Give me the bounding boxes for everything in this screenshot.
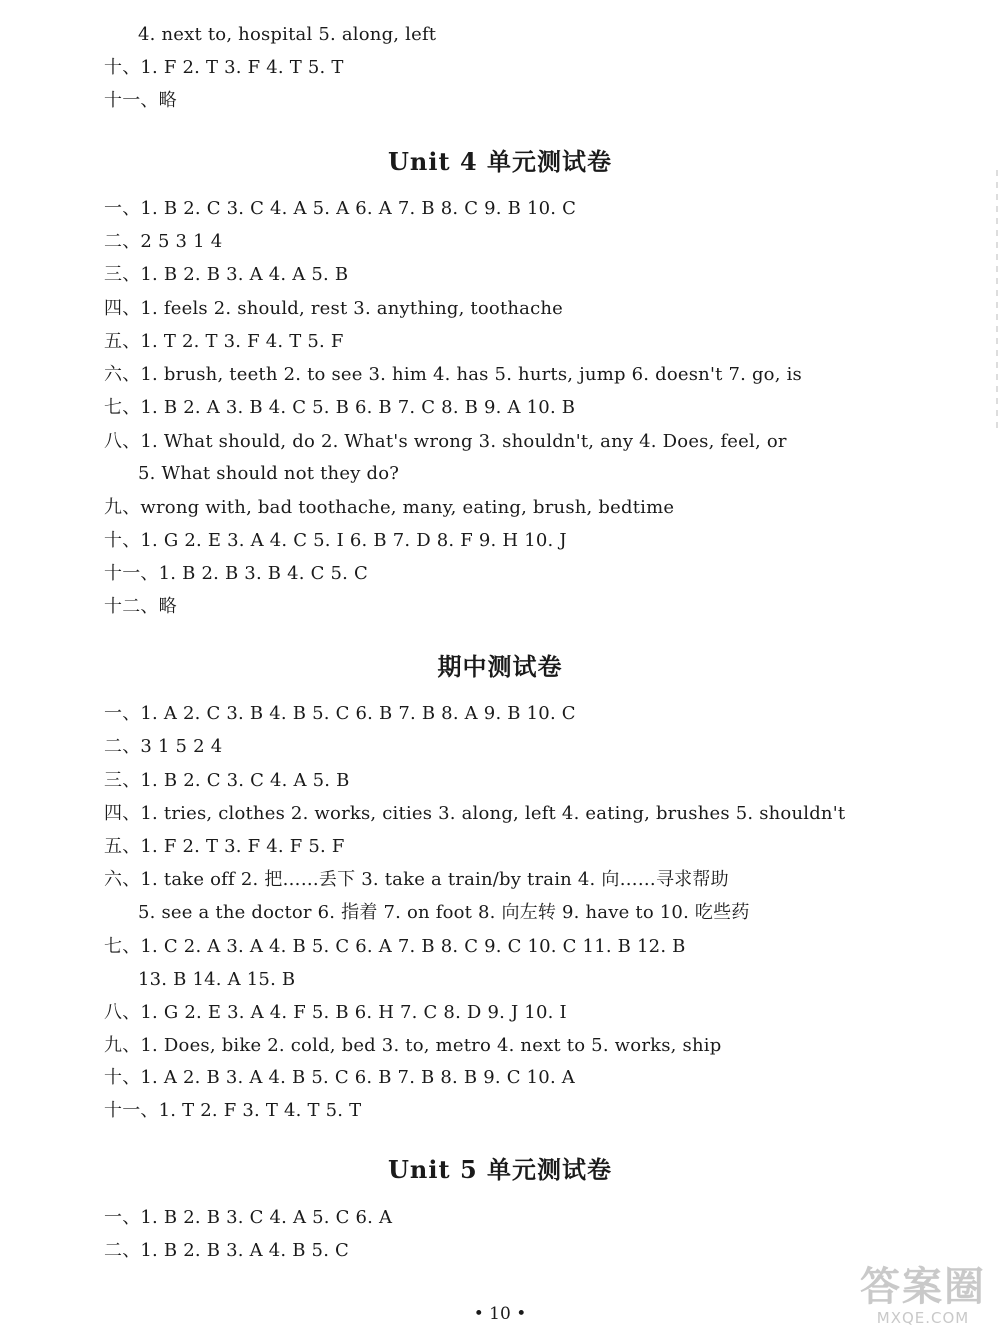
answer-line: 5. What should not they do?: [138, 463, 400, 484]
answer-line: 十、1. F 2. T 3. F 4. T 5. T: [104, 57, 344, 78]
answer-line: 十一、略: [104, 90, 177, 111]
answer-line: 一、1. B 2. B 3. C 4. A 5. C 6. A: [104, 1207, 393, 1228]
answer-line: 五、1. F 2. T 3. F 4. F 5. F: [104, 836, 345, 857]
answer-line: 一、1. A 2. C 3. B 4. B 5. C 6. B 7. B 8. A 9. B 10. C: [104, 703, 576, 724]
answer-line: 五、1. T 2. T 3. F 4. T 5. F: [104, 331, 344, 352]
answer-line: 十、1. G 2. E 3. A 4. C 5. I 6. B 7. D 8. F 9. H 10. J: [104, 530, 567, 551]
answer-line: 13. B 14. A 15. B: [138, 969, 296, 990]
answer-line: 九、wrong with, bad toothache, many, eating, brush, bedtime: [104, 497, 675, 518]
answer-line: 三、1. B 2. C 3. C 4. A 5. B: [104, 770, 350, 791]
answer-line: 四、1. tries, clothes 2. works, cities 3. along, left 4. eating, brushes 5. shouldn't: [104, 803, 846, 824]
watermark-text-top: 答案圈: [860, 1264, 986, 1310]
answer-line: 二、2 5 3 1 4: [104, 231, 223, 252]
answer-line: 十二、略: [104, 596, 177, 617]
answer-line: 四、1. feels 2. should, rest 3. anything, toothache: [104, 298, 564, 319]
answer-line: 八、1. G 2. E 3. A 4. F 5. B 6. H 7. C 8. D 9. J 10. I: [104, 1002, 567, 1023]
answer-line: 九、1. Does, bike 2. cold, bed 3. to, metro 4. next to 5. works, ship: [104, 1035, 722, 1056]
answer-line: 六、1. take off 2. 把……丢下 3. take a train/by train 4. 向……寻求帮助: [104, 869, 729, 890]
answer-line: 十一、1. T 2. F 3. T 4. T 5. T: [104, 1100, 362, 1121]
scan-edge: [996, 170, 998, 430]
answer-line: 八、1. What should, do 2. What's wrong 3. shouldn't, any 4. Does, feel, or: [104, 431, 787, 452]
section-heading-unit4: Unit 4 单元测试卷: [388, 147, 612, 176]
answer-line: 一、1. B 2. C 3. C 4. A 5. A 6. A 7. B 8. C 9. B 10. C: [104, 198, 577, 219]
answer-line: 三、1. B 2. B 3. A 4. A 5. B: [104, 264, 349, 285]
answer-line: 二、3 1 5 2 4: [104, 736, 223, 757]
answer-line: 5. see a the doctor 6. 指着 7. on foot 8. 向左转 9. have to 10. 吃些药: [138, 902, 750, 923]
watermark-text-bottom: MXQE.COM: [876, 1309, 970, 1327]
answer-line: 4. next to, hospital 5. along, left: [138, 24, 437, 45]
section-heading-unit5: Unit 5 单元测试卷: [388, 1155, 612, 1184]
section-heading-midterm: 期中测试卷: [437, 652, 563, 681]
answer-line: 十、1. A 2. B 3. A 4. B 5. C 6. B 7. B 8. B 9. C 10. A: [104, 1067, 575, 1088]
answer-line: 十一、1. B 2. B 3. B 4. C 5. C: [104, 563, 368, 584]
answer-line: 七、1. C 2. A 3. A 4. B 5. C 6. A 7. B 8. C 9. C 10. C 11. B 12. B: [104, 936, 686, 957]
page-number: • 10 •: [473, 1304, 527, 1324]
answer-line: 六、1. brush, teeth 2. to see 3. him 4. has 5. hurts, jump 6. doesn't 7. go, is: [104, 364, 802, 385]
answer-line: 二、1. B 2. B 3. A 4. B 5. C: [104, 1240, 350, 1261]
watermark-logo: [860, 1265, 986, 1327]
answer-line: 七、1. B 2. A 3. B 4. C 5. B 6. B 7. C 8. B 9. A 10. B: [104, 397, 576, 418]
